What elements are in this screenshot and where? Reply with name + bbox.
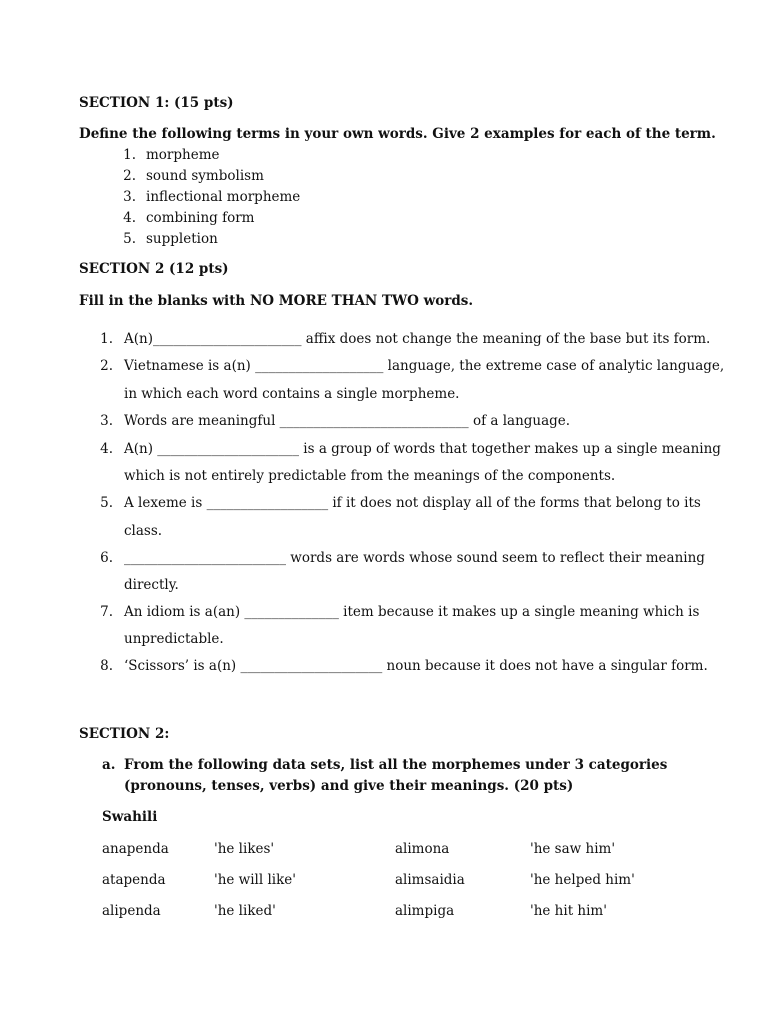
section3-heading: SECTION 2: bbox=[79, 726, 170, 742]
list-item-text-continued: in which each word contains a single morpheme. bbox=[124, 386, 460, 402]
part-instruction-line1: From the following data sets, list all the morphemes under 3 categories bbox=[124, 757, 668, 773]
word-cell: atapenda bbox=[102, 872, 166, 888]
list-item-number: 3. bbox=[100, 413, 113, 429]
list-item-text-continued: class. bbox=[124, 523, 163, 539]
gloss-cell: 'he will like' bbox=[214, 872, 297, 888]
list-item-number: 1. bbox=[100, 331, 113, 347]
word-cell: alipenda bbox=[102, 903, 161, 919]
list-item-text-continued: directly. bbox=[124, 577, 179, 593]
list-item-number: 2. bbox=[100, 358, 113, 374]
list-item-number: 1. bbox=[123, 147, 136, 163]
word-cell: alimona bbox=[395, 841, 450, 857]
list-item-text: A(n) _____________________ is a group of words that together makes up a single meaning bbox=[124, 441, 721, 457]
word-cell: anapenda bbox=[102, 841, 169, 857]
list-item-text: combining form bbox=[146, 210, 255, 226]
part-instruction-line2: (pronouns, tenses, verbs) and give their meanings. (20 pts) bbox=[124, 778, 574, 794]
gloss-cell: 'he helped him' bbox=[530, 872, 635, 888]
list-item-number: 6. bbox=[100, 550, 113, 566]
list-item-text: A(n)______________________ affix does not change the meaning of the base but its form. bbox=[124, 331, 711, 347]
gloss-cell: 'he liked' bbox=[214, 903, 276, 919]
list-item-text: inflectional morpheme bbox=[146, 189, 301, 205]
list-item-text: ________________________ words are words whose sound seem to reflect their meaning bbox=[124, 550, 705, 566]
list-item-text: suppletion bbox=[146, 231, 218, 247]
section1-heading: SECTION 1: (15 pts) bbox=[79, 95, 234, 111]
list-item-number: 5. bbox=[123, 231, 136, 247]
gloss-cell: 'he likes' bbox=[214, 841, 275, 857]
list-item-number: 4. bbox=[100, 441, 113, 457]
word-cell: alimsaidia bbox=[395, 872, 465, 888]
section2-instruction: Fill in the blanks with NO MORE THAN TWO words. bbox=[79, 293, 474, 309]
list-item-text: An idiom is a(an) ______________ item because it makes up a single meaning which is bbox=[124, 604, 700, 620]
list-item-text: ‘Scissors’ is a(n) _____________________ noun because it does not have a singular form. bbox=[124, 658, 708, 674]
list-item-text: morpheme bbox=[146, 147, 220, 163]
part-letter: a. bbox=[102, 757, 116, 773]
list-item-number: 5. bbox=[100, 495, 113, 511]
list-item-text: Vietnamese is a(n) ___________________ language, the extreme case of analytic language, bbox=[124, 358, 725, 374]
word-cell: alimpiga bbox=[395, 903, 455, 919]
language-label: Swahili bbox=[102, 809, 158, 825]
list-item-text: Words are meaningful ____________________________ of a language. bbox=[124, 413, 571, 429]
list-item-number: 7. bbox=[100, 604, 113, 620]
list-item-text-continued: which is not entirely predictable from the meanings of the components. bbox=[124, 468, 616, 484]
list-item-number: 3. bbox=[123, 189, 136, 205]
list-item-text: sound symbolism bbox=[146, 168, 264, 184]
list-item-text-continued: unpredictable. bbox=[124, 631, 224, 647]
list-item-number: 2. bbox=[123, 168, 136, 184]
section1-instruction: Define the following terms in your own words. Give 2 examples for each of the term. bbox=[79, 126, 716, 142]
list-item-number: 8. bbox=[100, 658, 113, 674]
gloss-cell: 'he saw him' bbox=[530, 841, 616, 857]
gloss-cell: 'he hit him' bbox=[530, 903, 607, 919]
list-item-number: 4. bbox=[123, 210, 136, 226]
list-item-text: A lexeme is __________________ if it does not display all of the forms that belong to its bbox=[124, 495, 701, 511]
section2-heading: SECTION 2 (12 pts) bbox=[79, 261, 229, 277]
